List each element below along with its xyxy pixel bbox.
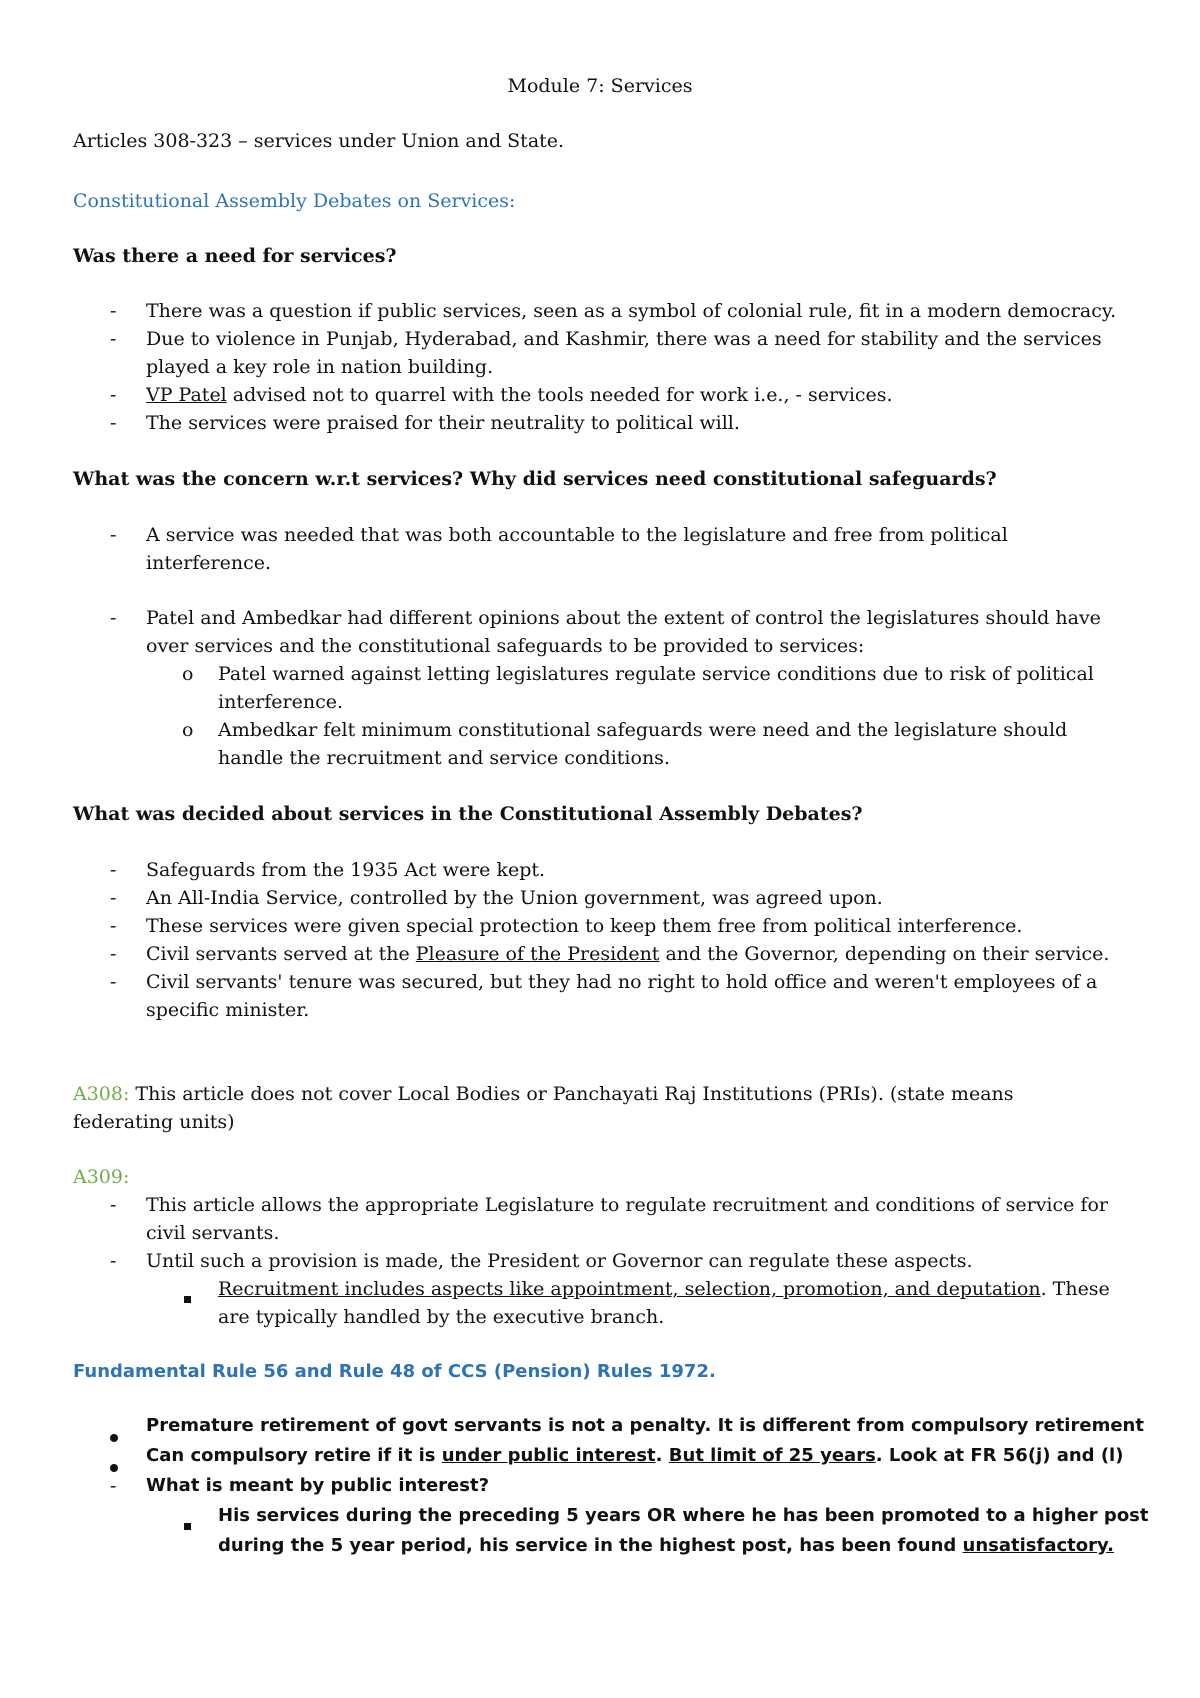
a308-paragraph <box>73 1080 1014 1108</box>
q2-bullet-1: A service was needed that was both accountable to the legislature and free from political <box>146 524 1008 546</box>
fr-sub-1: His services during the preceding 5 years OR where he has been promoted to a higher post <box>218 1505 1149 1526</box>
public-interest-underlined: under public interest <box>441 1445 656 1466</box>
q1-bullet-3 <box>146 381 893 409</box>
a309-bullet-1-cont: civil servants. <box>146 1222 280 1244</box>
fr-heading: Fundamental Rule 56 and Rule 48 of CCS (Pension) Rules 1972. <box>73 1361 716 1382</box>
a309-sub-1-rest: . These <box>1040 1278 1110 1300</box>
square-bullet-icon <box>184 1283 191 1311</box>
q1-bullet-2-cont: played a key role in nation building. <box>146 356 494 378</box>
q2-bullet-1-cont: interference. <box>146 552 272 574</box>
q3-bullet-4 <box>146 940 1109 968</box>
dash-marker: - <box>110 1250 117 1272</box>
q1-question: Was there a need for services? <box>73 245 397 267</box>
fr-bullet-2-post: . Look at FR 56(j) and (l) <box>875 1445 1124 1466</box>
a309-sub-1 <box>218 1275 1110 1303</box>
square-bullet-icon <box>184 1510 191 1538</box>
pleasure-of-president-link: Pleasure of the President <box>415 943 660 965</box>
sub-bullet-marker: o <box>182 719 194 741</box>
q2-sub-1-cont: interference. <box>218 691 344 713</box>
a309-sub-1-cont: are typically handled by the executive branch. <box>218 1306 665 1328</box>
fr-bullet-1: Premature retirement of govt servants is not a penalty. It is different from compulsory retirement <box>146 1415 1144 1436</box>
dash-marker: - <box>110 607 117 629</box>
recruitment-definition: Recruitment includes aspects like appointment, selection, promotion, and deputation <box>218 1278 1041 1300</box>
a308-text: This article does not cover Local Bodies or Panchayati Raj Institutions (PRIs). (state means <box>129 1083 1014 1105</box>
round-bullet-icon <box>110 1422 118 1450</box>
dash-marker: - <box>110 328 117 350</box>
q1-bullet-2: Due to violence in Punjab, Hyderabad, and Kashmir, there was a need for stability and the services <box>146 328 1102 350</box>
q2-bullet-2-cont: over services and the constitutional safeguards to be provided to services: <box>146 635 865 657</box>
a308-text-cont: federating units) <box>73 1111 235 1133</box>
dash-marker: - <box>110 859 117 881</box>
q2-question: What was the concern w.r.t services? Why did services need constitutional safeguards? <box>73 468 997 490</box>
q1-bullet-3-text: advised not to quarrel with the tools needed for work i.e., - services. <box>226 384 893 406</box>
a309-bullet-2: Until such a provision is made, the President or Governor can regulate these aspects. <box>146 1250 973 1272</box>
cad-heading: Constitutional Assembly Debates on Services: <box>73 190 516 212</box>
fr-bullet-2-mid: . <box>655 1445 669 1466</box>
fr-bullet-2 <box>146 1442 1123 1470</box>
q2-sub-1: Patel warned against letting legislatures regulate service conditions due to risk of political <box>218 663 1094 685</box>
a309-label: A309: <box>73 1166 130 1188</box>
intro-text: Articles 308-323 – services under Union and State. <box>73 130 565 152</box>
dash-marker: - <box>110 1194 117 1216</box>
unsatisfactory-underlined: unsatisfactory. <box>962 1535 1114 1556</box>
vp-patel-link: VP Patel <box>146 384 227 406</box>
dash-marker: - <box>110 524 117 546</box>
q3-bullet-1: Safeguards from the 1935 Act were kept. <box>146 859 546 881</box>
dash-marker: - <box>110 915 117 937</box>
page-title: Module 7: Services <box>507 75 693 97</box>
sub-bullet-marker: o <box>182 663 194 685</box>
q2-bullet-2: Patel and Ambedkar had different opinions about the extent of control the legislatures should have <box>146 607 1101 629</box>
q3-question: What was decided about services in the Constitutional Assembly Debates? <box>73 803 863 825</box>
dash-marker: - <box>110 971 117 993</box>
fr-sub-1-pre: during the 5 year period, his service in the highest post, has been found <box>218 1535 963 1556</box>
q2-sub-2-cont: handle the recruitment and service conditions. <box>218 747 670 769</box>
dash-marker: - <box>110 384 117 406</box>
dash-marker: - <box>110 300 117 322</box>
dash-marker: - <box>110 1475 117 1497</box>
q2-sub-2: Ambedkar felt minimum constitutional safeguards were need and the legislature should <box>218 719 1068 741</box>
dash-marker: - <box>110 887 117 909</box>
a308-label: A308: <box>73 1083 130 1105</box>
q3-bullet-5: Civil servants' tenure was secured, but they had no right to hold office and weren't employees of a <box>146 971 1098 993</box>
q3-bullet-2: An All-India Service, controlled by the Union government, was agreed upon. <box>146 887 883 909</box>
q1-bullet-1: There was a question if public services, seen as a symbol of colonial rule, fit in a modern democracy. <box>146 300 1117 322</box>
dash-marker: - <box>110 943 117 965</box>
fr-bullet-2-pre: Can compulsory retire if it is <box>146 1445 442 1466</box>
limit-25-years-underlined: But limit of 25 years <box>668 1445 876 1466</box>
q3-bullet-3: These services were given special protection to keep them free from political interference. <box>146 915 1023 937</box>
q3-bullet-5-cont: specific minister. <box>146 999 310 1021</box>
q3-bullet-4-pre: Civil servants served at the <box>146 943 416 965</box>
q1-bullet-4: The services were praised for their neutrality to political will. <box>146 412 740 434</box>
fr-sub-1-cont <box>218 1532 1114 1560</box>
fr-bullet-3: What is meant by public interest? <box>146 1475 490 1496</box>
q3-bullet-4-post: and the Governor, depending on their service. <box>659 943 1110 965</box>
a309-bullet-1: This article allows the appropriate Legislature to regulate recruitment and conditions of service for <box>146 1194 1108 1216</box>
dash-marker: - <box>110 412 117 434</box>
